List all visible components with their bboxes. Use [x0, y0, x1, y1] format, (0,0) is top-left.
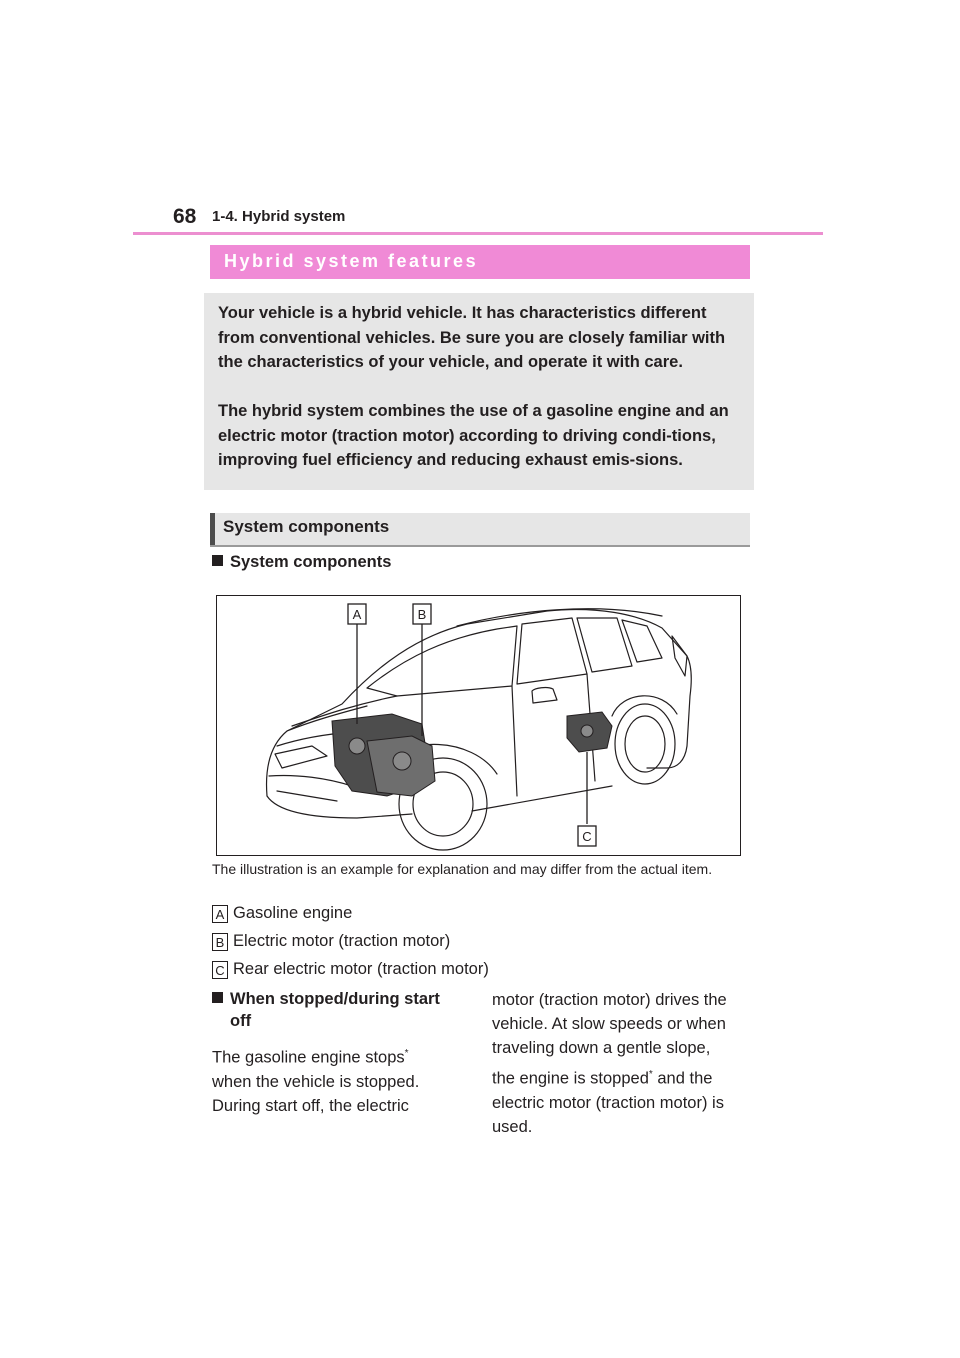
right-line-1: motor (traction motor) drives the [492, 991, 727, 1009]
illustration-caption: The illustration is an example for explanation and may differ from the actual item. [212, 861, 713, 877]
right-line-6: used. [492, 1117, 533, 1136]
right-line-4b: and the [652, 1069, 713, 1088]
subsection2-title-line2: off [230, 1012, 252, 1030]
section-heading-bar [210, 513, 215, 545]
page-number: 68 [173, 205, 197, 228]
intro-paragraph-1: Your vehicle is a hybrid vehicle. It has characteristics different from conventional vehicles. Be sure you are closely familiar with the characteristics of your vehicle, and operate it with care. [218, 304, 726, 371]
running-header: 1-4. Hybrid system [212, 208, 346, 225]
intro-box [204, 293, 754, 490]
footnote-asterisk: * [648, 1069, 653, 1080]
section-heading [210, 513, 750, 547]
left-line-3: During start off, the electric [212, 1096, 409, 1115]
legend-text: Electric motor (traction motor) [233, 932, 451, 950]
subsection-heading [212, 553, 391, 572]
callout-label-c: C [582, 829, 592, 844]
right-line-2: vehicle. At slow speeds or when [492, 1015, 726, 1033]
subsection-title: System components [230, 553, 392, 571]
legend-text: Rear electric motor (traction motor) [233, 960, 489, 978]
right-line-3: traveling down a gentle slope, [492, 1039, 711, 1057]
legend-key: A [212, 905, 228, 923]
right-line-4a: the engine is stopped [492, 1069, 649, 1088]
square-bullet-icon [212, 555, 223, 566]
intro-paragraph-2: The hybrid system combines the use of a gasoline engine and an electric motor (traction motor) according to driving condi-tions, improving fuel efficiency and reducing exhaust emis-sions. [218, 402, 729, 469]
vehicle-illustration [216, 595, 741, 856]
vehicle-drawing [217, 596, 740, 855]
square-bullet-icon [212, 992, 223, 1003]
footnote-asterisk: * [404, 1048, 409, 1059]
banner-title: Hybrid system features [224, 251, 479, 271]
left-column-text [212, 1042, 472, 1118]
right-column-text [492, 988, 762, 1139]
subsection2-title-line1: When stopped/during start [230, 990, 440, 1008]
header-divider [133, 232, 823, 235]
legend-key: B [212, 933, 228, 951]
subsection-heading-2 [212, 988, 440, 1032]
legend-key: C [212, 961, 228, 979]
section-heading-title: System components [223, 517, 390, 536]
callout-label-b: B [417, 607, 427, 622]
left-line-1: The gasoline engine stops [212, 1048, 405, 1067]
feature-banner [210, 245, 750, 279]
legend-text: Gasoline engine [233, 904, 353, 922]
right-line-5: electric motor (traction motor) is [492, 1093, 724, 1112]
left-line-2: when the vehicle is stopped. [212, 1072, 420, 1091]
callout-label-a: A [352, 607, 362, 622]
